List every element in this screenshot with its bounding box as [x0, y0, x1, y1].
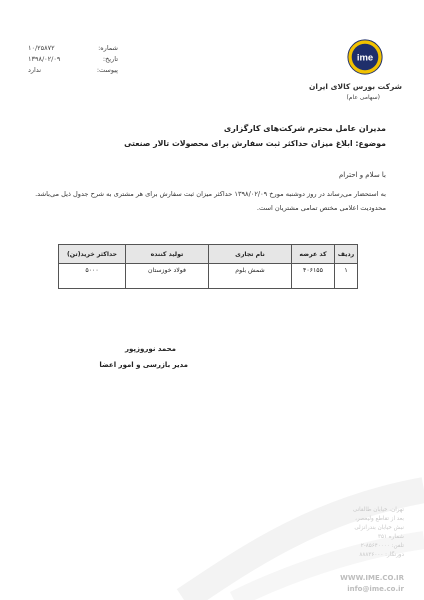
letter-number-row	[28, 44, 148, 54]
signatory-name: محمد نوروزپور	[124, 345, 176, 353]
date-value: ۱۳۹۸/۰۲/۰۹	[28, 55, 61, 63]
attachment-label: پیوست:	[96, 66, 118, 74]
greeting: با سلام و احترام	[338, 171, 386, 179]
attachment-row	[28, 66, 148, 76]
table-row	[59, 264, 358, 289]
footer-website-link[interactable]: WWW.IME.CO.IR	[340, 574, 404, 582]
company-name: شرکت بورس کالای ایران	[308, 82, 402, 91]
date-label: تاریخ:	[102, 55, 118, 63]
cell-producer: فولاد خوزستان	[126, 264, 209, 289]
addressee: مدیران عامل محترم شرکت‌های کارگزاری	[223, 124, 386, 133]
footer-line: تهران، خیابان طالقانی	[352, 507, 404, 513]
cell-row-number: ۱	[335, 264, 358, 289]
footer-line: بعد از تقاطع ولیعصر،	[355, 516, 404, 522]
column-header-offer-code: کد عرضه	[292, 245, 335, 264]
footer-email-link[interactable]: info@ime.co.ir	[347, 585, 404, 593]
order-limit-table	[58, 244, 358, 289]
column-header-trade-name: نام تجاری	[209, 245, 292, 264]
footer-contact	[294, 573, 404, 595]
logo-text: ime	[356, 52, 374, 64]
signatory-title: مدیر بازرسی و امور اعضا	[99, 361, 188, 369]
number-label: شماره:	[98, 44, 118, 52]
footer-line: نبش خیابان بندرانزلی	[354, 525, 404, 531]
footer-address	[304, 506, 404, 560]
ime-logo-icon	[346, 38, 384, 76]
table-header-row	[59, 245, 358, 264]
footer-line: دورنگار: ۸۸۸۳۶۰۰۰	[359, 552, 404, 558]
letter-body: به استحضار می‌رساند در روز دوشنبه مورخ ۱۳۹۸/۰۲/۰۹ حداکثر میزان ثبت سفارش برای هر مشتری به شرح جدول ذیل می‌باشد. محدودیت اعلامی مختص تمامی مشتریان است.	[35, 190, 386, 212]
footer-line: تلفن: ۸۵۶۴۰۰۰۰-۲	[360, 543, 404, 549]
letter-date-row	[28, 55, 148, 65]
attachment-value: ندارد	[28, 66, 42, 74]
company-type: (سهامی عام)	[346, 94, 380, 101]
number-value: ۱۰/۲۵۸۷۲	[28, 44, 55, 52]
cell-trade-name: شمش بلوم	[209, 264, 292, 289]
cell-offer-code: ۴۰۶۱۵۵	[292, 264, 335, 289]
column-header-producer: تولید کننده	[126, 245, 209, 264]
subject-line: موضوع: ابلاغ میزان حداکثر ثبت سفارش برای محصولات تالار صنعتی	[124, 139, 386, 148]
column-header-max-purchase: حداکثر خرید(تن)	[59, 245, 126, 264]
cell-max-purchase: ۵۰۰۰	[59, 264, 126, 289]
footer-line: شماره ۳۵۱	[377, 534, 404, 540]
column-header-row-number: ردیف	[335, 245, 358, 264]
